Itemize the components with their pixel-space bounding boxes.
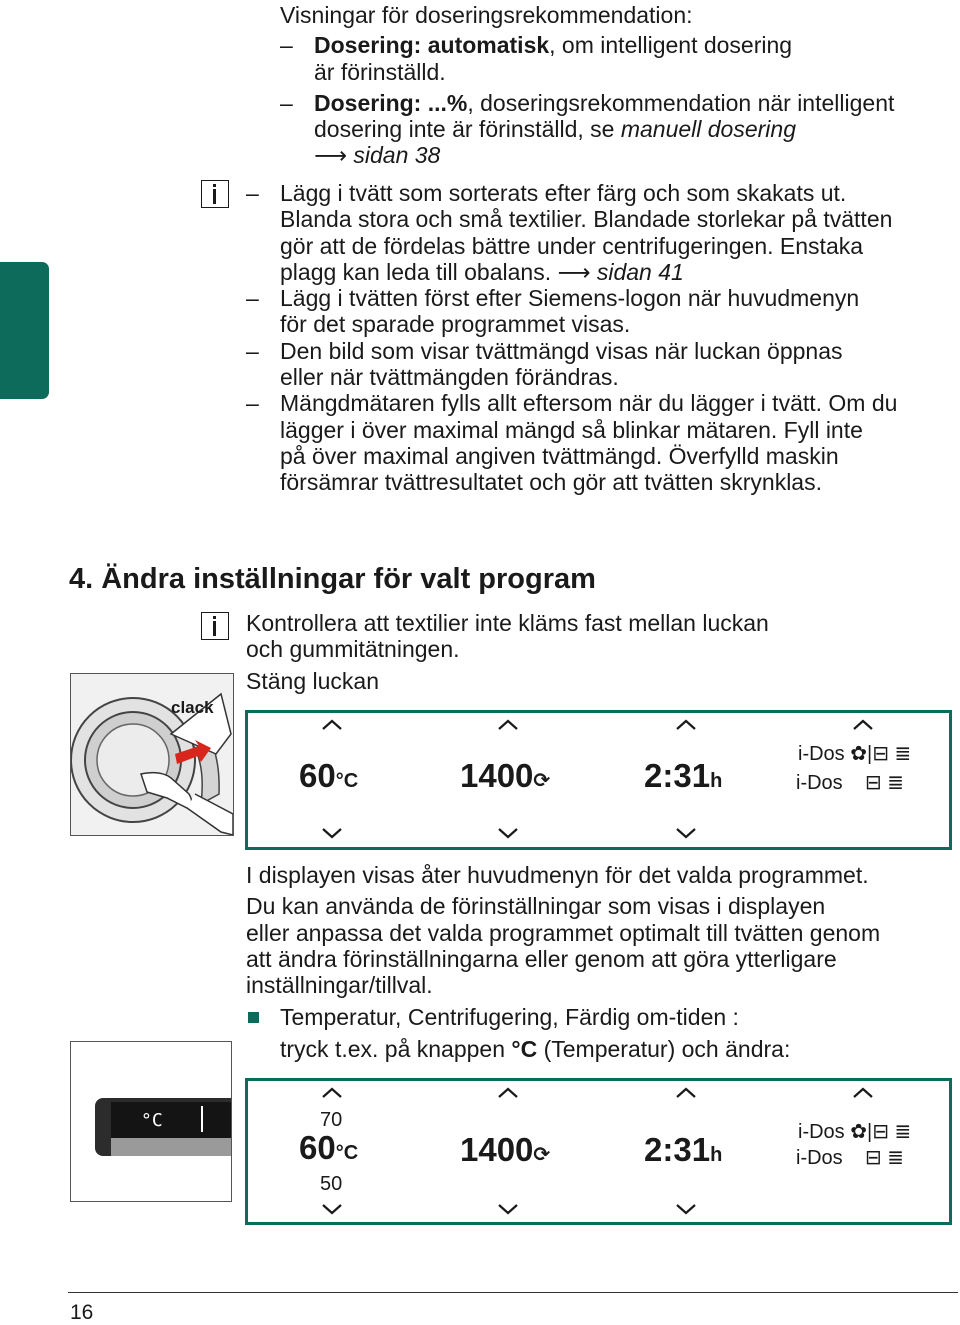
time-down-chevron-icon[interactable] — [675, 827, 697, 839]
idos-row-2: i-Dos ⊟ ≣ — [796, 772, 904, 794]
dosage-bullet-auto: – Dosering: automatisk, om intelligent dosering är förinställd. — [280, 32, 793, 85]
spin-down-chevron-icon[interactable] — [497, 1203, 519, 1215]
spin-up-chevron-icon[interactable] — [497, 1087, 519, 1099]
tips-block — [246, 180, 956, 496]
temperature-option-above: 70 — [320, 1109, 343, 1131]
footer-divider — [68, 1292, 958, 1293]
flower-icon: ✿ — [850, 743, 867, 765]
container-icon: ⊟ — [864, 1147, 882, 1169]
dosage-block — [280, 2, 950, 169]
idos-up-chevron-icon[interactable] — [852, 719, 874, 731]
idos-up-chevron-icon[interactable] — [852, 1087, 874, 1099]
flower-icon: ✿ — [850, 1121, 867, 1143]
chapter-tab — [0, 262, 49, 399]
arrow-icon: ⟶ — [314, 142, 347, 169]
time-down-chevron-icon[interactable] — [675, 1203, 697, 1215]
temperature-option-below: 50 — [320, 1173, 343, 1195]
temperature-value: 60°C — [299, 757, 359, 794]
time-value: 2:31h — [644, 1131, 723, 1168]
page-number: 16 — [70, 1301, 94, 1324]
spin-icon: ⟳ — [533, 1144, 551, 1166]
temp-up-chevron-icon[interactable] — [321, 1087, 343, 1099]
temperature-button[interactable]: °C — [141, 1110, 163, 1131]
time-up-chevron-icon[interactable] — [675, 1087, 697, 1099]
arrow-icon: ⟶ — [557, 258, 591, 285]
section-heading: 4. Ändra inställningar för valt program — [69, 563, 596, 595]
display-explanation: I displayen visas åter huvudmenyn för det valda programmet. Du kan använda de förinställningar som visas i displayen eller anpassa det valda programmet optimalt till tvätten genom att ändra förinställningarna eller genom att göra ytterligare inställningar/tillval. — [246, 862, 881, 999]
square-bullet-icon — [248, 1012, 259, 1023]
page-ref-link[interactable]: sidan 38 — [353, 142, 441, 169]
spin-icon: ⟳ — [533, 770, 551, 792]
info-note: Kontrollera att textilier inte kläms fast mellan luckan och gummitätningen. Stäng luckan — [246, 610, 769, 694]
container-icon: ⊟ — [864, 772, 882, 794]
level-icon: ≣ — [894, 1121, 912, 1143]
level-icon: ≣ — [887, 1147, 904, 1169]
settings-bullet: Temperatur, Centrifugering, Färdig om-tiden : tryck t.ex. på knappen °C (Temperatur) och ändra: — [280, 1004, 791, 1063]
idos-row-1: i-Dos ✿|⊟ ≣ — [798, 1121, 912, 1143]
level-icon: ≣ — [887, 772, 904, 794]
temp-down-chevron-icon[interactable] — [321, 827, 343, 839]
display-panel-temperature-edit — [245, 1078, 952, 1225]
info-icon — [201, 180, 229, 208]
close-door-instruction: Stäng luckan — [246, 667, 379, 694]
dosage-bullet-percent: – Dosering: ...%, doseringsrekommendation när intelligent dosering inte är förinställd, se manuell dosering ⟶ sidan 38 — [280, 89, 895, 169]
spin-up-chevron-icon[interactable] — [497, 719, 519, 731]
spin-value: 1400⟳ — [460, 1131, 551, 1168]
display-panel-main — [245, 710, 952, 850]
machine-door-illustration — [70, 673, 234, 836]
time-up-chevron-icon[interactable] — [675, 719, 697, 731]
tip-item: – Lägg i tvätt som sorterats efter färg och som skakats ut. Blanda stora och små textilier. Blandade storlekar på tvätten gör att de fördelas bättre under centrifugeringen. Enstaka plagg kan leda till obalans. ⟶ sidan 41 — [246, 180, 893, 285]
spin-down-chevron-icon[interactable] — [497, 827, 519, 839]
tip-item: – Mängdmätaren fylls allt eftersom när du lägger i tvätt. Om du lägger i över maximal mängd så blinkar mätaren. Fyll inte på över maximal angiven tvättmängd. Överfylld maskin försämrar tvättresultatet och gör att tvätten skrynklas. — [246, 390, 898, 496]
temperature-button-illustration — [70, 1041, 232, 1202]
info-icon — [201, 612, 229, 640]
level-icon: ≣ — [894, 743, 912, 765]
temp-up-chevron-icon[interactable] — [321, 719, 343, 731]
temperature-value: 60°C — [299, 1129, 359, 1166]
temp-down-chevron-icon[interactable] — [321, 1203, 343, 1215]
idos-row-1: i-Dos ✿|⊟ ≣ — [798, 743, 912, 765]
dosage-intro: Visningar för doseringsrekommendation: — [280, 2, 693, 28]
spin-value: 1400⟳ — [460, 757, 551, 794]
time-value: 2:31h — [644, 757, 723, 794]
tip-item: – Den bild som visar tvättmängd visas när luckan öppnas eller när tvättmängden förändras. — [246, 337, 843, 391]
page-ref-link[interactable]: sidan 41 — [596, 258, 684, 285]
container-icon: ⊟ — [872, 1121, 889, 1143]
idos-row-2: i-Dos ⊟ ≣ — [796, 1147, 904, 1169]
container-icon: ⊟ — [872, 743, 889, 765]
clack-label: clack — [171, 698, 214, 717]
tip-item: – Lägg i tvätten först efter Siemens-logon när huvudmenyn för det sparade programmet visas. — [246, 285, 860, 338]
